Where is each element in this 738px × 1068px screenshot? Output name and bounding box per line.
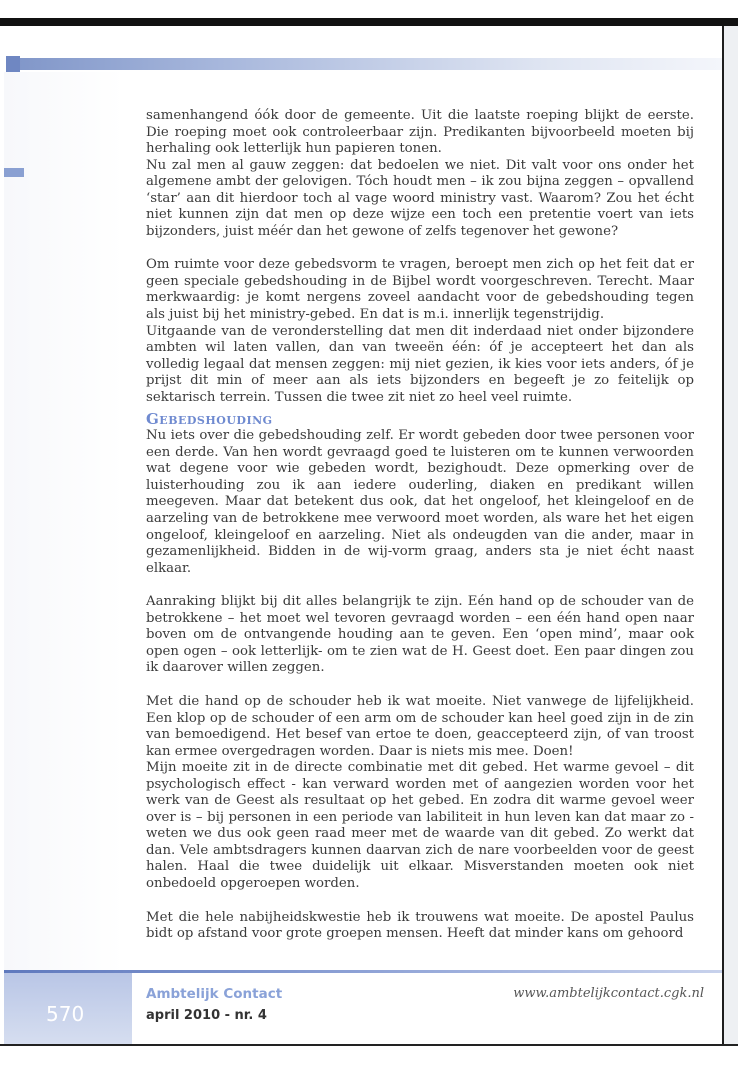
paragraph: samenhangend óók door de gemeente. Uit die laatste roeping blijkt de eerste. Die roeping moet ook controleerbaar zijn. Predikanten bijvoorbeeld moeten bij herhaling ook letterlijk hun papieren tonen.	[146, 108, 694, 157]
header-strip-cap	[6, 56, 20, 72]
website-link[interactable]: www.ambtelijkcontact.cgk.nl	[513, 986, 704, 1001]
side-marker-tab	[4, 168, 24, 177]
paragraph: Mijn moeite zit in de directe combinatie met dit gebed. Het warme gevoel – dit psychologisch effect - kan verward worden met of aangezien worden voor het werk van de Geest als resultaat op het gebed. En zodra dit warme gevoel weer over is – bij personen in een periode van labiliteit in hun leven kan dat maar zo - weten we dus ook geen raad meer met de waarde van dit gebed. Zo werkt dat dan. Vele ambtsdragers kunnen daarvan zich de nare voorbeelden voor de geest halen. Haal die twee duidelijk uit elkaar. Misverstanden moeten ook niet onbedoeld opgeroepen worden.	[146, 760, 694, 891]
section-heading: Gebedshouding	[146, 410, 273, 429]
header-color-strip	[6, 58, 722, 70]
issue-label: april 2010 - nr. 4	[146, 1008, 267, 1023]
left-margin	[4, 72, 124, 972]
paragraph: Om ruimte voor deze gebedsvorm te vragen, beroept men zich op het feit dat er geen speciale gebedshouding in de Bijbel wordt voorgeschreven. Terecht. Maar merkwaardig: je komt nergens zoveel aandacht voor de gebedshouding tegen als juist bij het ministry-gebed. En dat is m.i. innerlijk tegenstrijdig.	[146, 257, 694, 323]
page-gutter	[722, 26, 738, 1048]
scan-bottom-margin	[0, 1046, 738, 1068]
magazine-name: Ambtelijk Contact	[146, 986, 283, 1002]
paragraph: Aanraking blijkt bij dit alles belangrijk te zijn. Eén hand op de schouder van de betrokkene – het moet wel tevoren gevraagd worden – een één hand open naar boven om de ontvangende houding aan te geven. Een ‘open mind’, maar ook open ogen – ook letterlijk- om te zien wat de H. Geest doet. Een paar dingen zou ik daarover willen zeggen.	[146, 594, 694, 676]
paragraph: Met die hele nabijheidskwestie heb ik trouwens wat moeite. De apostel Paulus bidt op afstand voor grote groepen mensen. Heeft dat minder kans om gehoord	[146, 909, 694, 942]
paragraph: Nu zal men al gauw zeggen: dat bedoelen we niet. Dit valt voor ons onder het algemene ambt der gelovigen. Tóch houdt men – ik zou bijna zeggen – opvallend ‘star’ aan dit hierdoor toch al vage woord ministry vast. Waarom? Zou het écht niet kunnen zijn dat men op deze wijze een toch een pretentie voert van iets bijzonders, juist méér dan het gewone of zelfs tegenover het gewone?	[146, 157, 694, 239]
scan-top-border	[0, 18, 738, 26]
paragraph: Met die hand op de schouder heb ik wat moeite. Niet vanwege de lijfelijkheid. Een klop op de schouder of een arm om de schouder kan heel goed zijn in de zin van bemoedigend. Het besef van ertoe te doen, geaccepteerd zijn, of van troost kan ermee overgedragen worden. Daar is niets mis mee. Doen!	[146, 693, 694, 759]
paragraph: Nu iets over die gebedshouding zelf. Er wordt gebeden door twee personen voor een derde. Van hen wordt gevraagd goed te luisteren om te kunnen verwoorden wat degene voor wie gebeden wordt, bezighoudt. Deze opmerking over de luisterhouding zou ik aan iedere ouderling, diaken en predikant willen meegeven. Maar dat betekent dus ook, dat het ongeloof, het kleingeloof en de aarzeling van de betrokkene mee verwoord moet worden, als ware het het eigen ongeloof, kleingeloof en aarzeling. Niet als ondeugden van die ander, maar in gezamenlijkheid. Bidden in de wij-vorm graag, anders sta je niet écht naast elkaar.	[146, 428, 694, 576]
page-number: 570	[46, 1002, 85, 1026]
article-body	[146, 108, 694, 943]
paragraph: Uitgaande van de veronderstelling dat men dit inderdaad niet onder bijzondere ambten wil laten vallen, dan van tweeën één: óf je accepteert het dan als volledig legaal dat mensen zeggen: mij niet gezien, ik kies voor iets anders, óf je prijst dit min of meer aan als iets bijzonders en begeeft je zo feitelijk op sektarisch terrein. Tussen die twee zit niet zo heel veel ruimte.	[146, 323, 694, 405]
